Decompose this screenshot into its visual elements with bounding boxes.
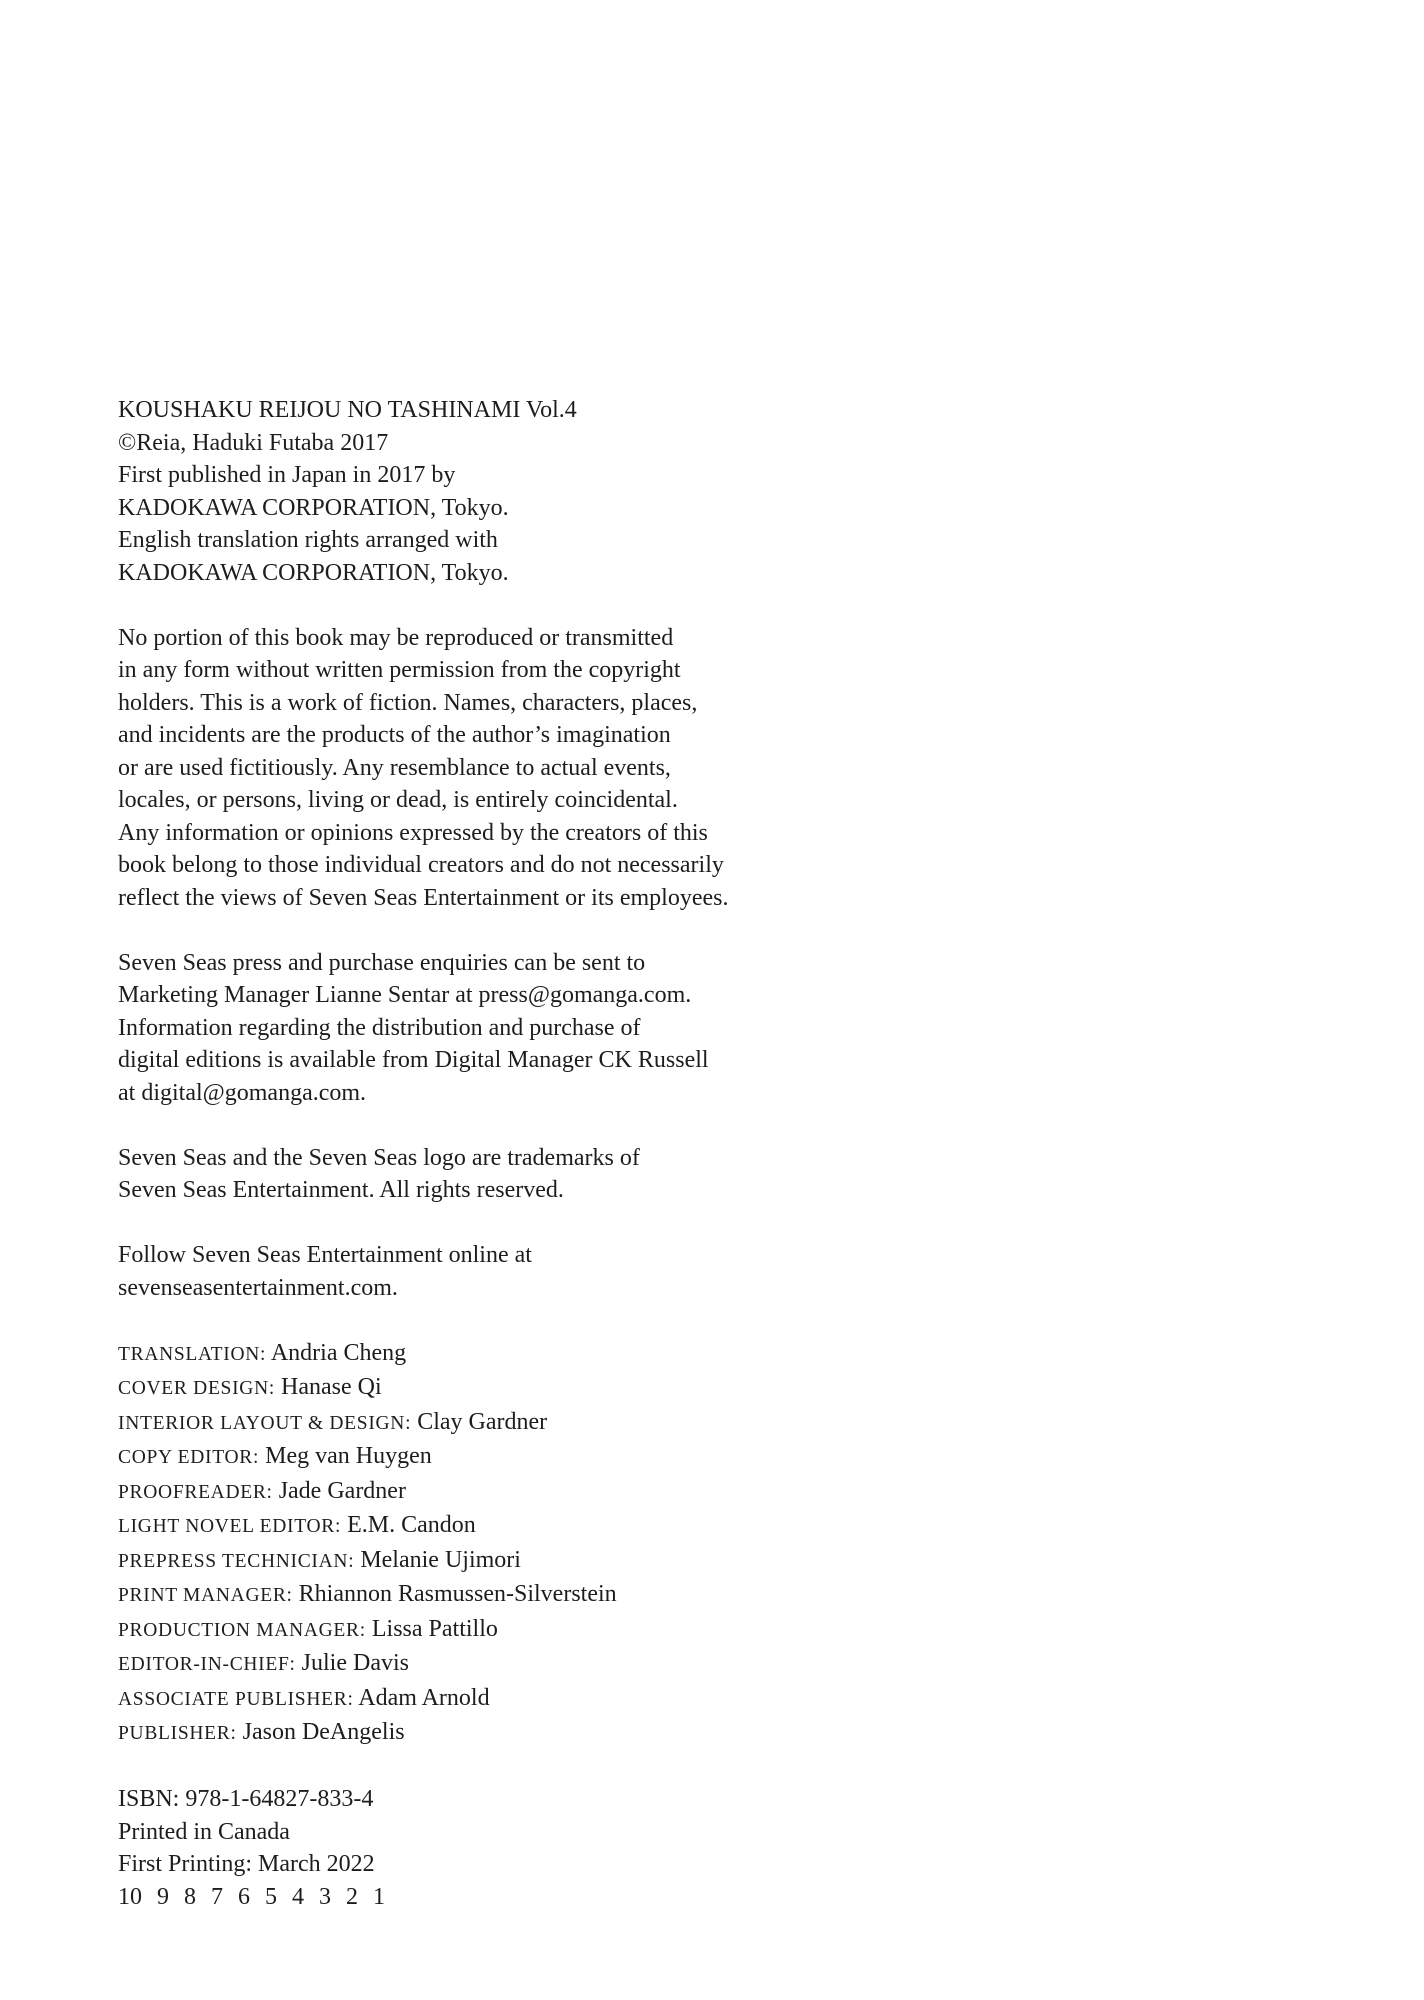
text-line: holders. This is a work of fiction. Names, characters, places, bbox=[118, 689, 698, 716]
text-line: Follow Seven Seas Entertainment online at bbox=[118, 1242, 532, 1268]
legal-disclaimer-block bbox=[118, 622, 858, 915]
text-line: ©Reia, Haduki Futaba 2017 bbox=[118, 429, 389, 456]
text-line: First published in Japan in 2017 by bbox=[118, 462, 456, 488]
follow-online-block bbox=[118, 1239, 858, 1304]
contact-info-block bbox=[118, 947, 858, 1110]
text-line: Information regarding the distribution and purchase of bbox=[118, 1014, 641, 1041]
credit-role-label: PREPRESS TECHNICIAN: bbox=[118, 1550, 355, 1572]
credit-line bbox=[118, 1647, 858, 1682]
credit-line bbox=[118, 1475, 858, 1510]
credit-line bbox=[118, 1578, 858, 1613]
credit-person-name: Rhiannon Rasmussen-Silverstein bbox=[292, 1581, 617, 1607]
credit-role-label: EDITOR-IN-CHIEF: bbox=[118, 1654, 296, 1675]
text-line: reflect the views of Seven Seas Entertainment or its employees. bbox=[118, 884, 729, 911]
credit-role-label: LIGHT NOVEL EDITOR: bbox=[118, 1516, 342, 1537]
credit-role-label: PROOFREADER: bbox=[118, 1481, 273, 1503]
text-line: and incidents are the products of the author’s imagination bbox=[118, 722, 671, 748]
credit-line bbox=[118, 1544, 858, 1579]
credit-line bbox=[118, 1613, 858, 1648]
text-line: sevenseasentertainment.com. bbox=[118, 1274, 398, 1301]
colophon-text-column bbox=[118, 394, 858, 1913]
text-line: First Printing: March 2022 bbox=[118, 1851, 375, 1877]
text-line: Seven Seas press and purchase enquiries can be sent to bbox=[118, 949, 646, 976]
credit-person-name: Lissa Pattillo bbox=[365, 1615, 498, 1642]
text-line: ISBN: 978-1-64827-833-4 bbox=[118, 1786, 374, 1812]
credit-line bbox=[118, 1716, 858, 1751]
credit-person-name: Andria Cheng bbox=[266, 1339, 407, 1366]
credit-person-name: Hanase Qi bbox=[274, 1374, 382, 1400]
credit-line bbox=[118, 1337, 858, 1372]
text-line: Marketing Manager Lianne Sentar at press@gomanga.com. bbox=[118, 982, 692, 1008]
trademark-notice-block bbox=[118, 1142, 858, 1207]
text-line: Any information or opinions expressed by the creators of this bbox=[118, 819, 708, 846]
credit-line bbox=[118, 1371, 858, 1406]
credit-person-name: Julie Davis bbox=[295, 1650, 409, 1676]
credit-person-name: Meg van Huygen bbox=[259, 1443, 432, 1469]
credit-role-label: INTERIOR LAYOUT & DESIGN: bbox=[118, 1412, 412, 1434]
text-line: KADOKAWA CORPORATION, Tokyo. bbox=[118, 559, 509, 586]
text-line: English translation rights arranged with bbox=[118, 527, 498, 553]
staff-credits-block bbox=[118, 1337, 858, 1751]
text-line: Printed in Canada bbox=[118, 1818, 290, 1845]
credit-person-name: Melanie Ujimori bbox=[354, 1546, 521, 1573]
publication-info-block bbox=[118, 394, 858, 589]
text-line: at digital@gomanga.com. bbox=[118, 1079, 367, 1106]
text-line: locales, or persons, living or dead, is entirely coincidental. bbox=[118, 787, 678, 813]
credit-role-label: TRANSLATION: bbox=[118, 1343, 267, 1365]
text-line: Seven Seas and the Seven Seas logo are trademarks of bbox=[118, 1144, 640, 1171]
text-line: book belong to those individual creators and do not necessarily bbox=[118, 852, 724, 878]
credit-role-label: COVER DESIGN: bbox=[118, 1378, 275, 1399]
text-line: Seven Seas Entertainment. All rights reserved. bbox=[118, 1177, 564, 1203]
text-line: digital editions is available from Digital Manager CK Russell bbox=[118, 1047, 709, 1073]
credit-person-name: Jade Gardner bbox=[272, 1477, 406, 1504]
credit-person-name: E.M. Candon bbox=[341, 1512, 476, 1538]
credit-line bbox=[118, 1682, 858, 1717]
text-line: in any form without written permission from the copyright bbox=[118, 657, 681, 683]
text-line: KOUSHAKU REIJOU NO TASHINAMI Vol.4 bbox=[118, 397, 577, 423]
credit-role-label: PRINT MANAGER: bbox=[118, 1585, 293, 1606]
credit-role-label: PUBLISHER: bbox=[118, 1723, 237, 1744]
text-line: KADOKAWA CORPORATION, Tokyo. bbox=[118, 494, 509, 521]
credit-role-label: COPY EDITOR: bbox=[118, 1447, 260, 1468]
printing-info-block bbox=[118, 1783, 858, 1913]
credit-person-name: Clay Gardner bbox=[411, 1408, 548, 1435]
credit-line bbox=[118, 1440, 858, 1475]
credit-line bbox=[118, 1406, 858, 1441]
credit-role-label: PRODUCTION MANAGER: bbox=[118, 1619, 366, 1641]
credit-line bbox=[118, 1509, 858, 1544]
credit-person-name: Jason DeAngelis bbox=[236, 1719, 405, 1745]
credit-person-name: Adam Arnold bbox=[353, 1684, 490, 1711]
text-line: No portion of this book may be reproduced or transmitted bbox=[118, 624, 674, 651]
text-line: or are used fictitiously. Any resemblance to actual events, bbox=[118, 754, 671, 781]
credit-role-label: ASSOCIATE PUBLISHER: bbox=[118, 1688, 354, 1710]
text-line: 10 9 8 7 6 5 4 3 2 1 bbox=[118, 1883, 385, 1910]
